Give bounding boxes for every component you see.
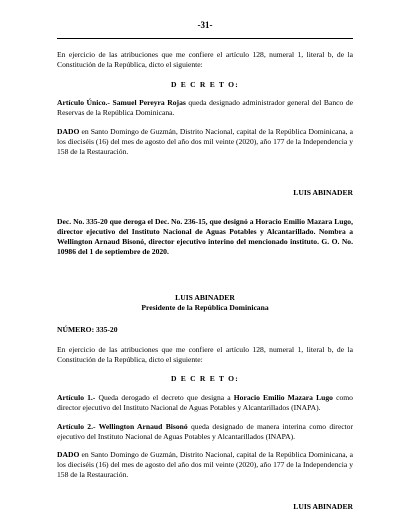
dado-2 <box>57 450 353 479</box>
article-unico-text: queda designado administrador general del Banco de Reservas de la República Dominicana. <box>57 98 354 118</box>
dado-1-text: en Santo Domingo de Guzmán, Distrito Nacional, capital de la República Dominicana, a los dieciséis (16) del mes de agosto del año dos mil veinte (2020), año 177 de la Independencia y 158 de la Restauración. <box>57 126 353 156</box>
signature-2: LUIS ABINADER <box>293 501 353 511</box>
decree-number: NÚMERO: 335-20 <box>57 324 118 334</box>
article-1-text-a: Queda derogado el decreto que designa a <box>95 393 234 403</box>
dado-1-label: DADO <box>57 126 80 136</box>
article-1-text-b: como director ejecutivo del Instituto Nacional de Aguas Potables y Alcantarillados (INAPA). <box>57 393 353 412</box>
article-unico-label: Artículo Único.- Samuel Pereyra Rojas <box>57 98 186 108</box>
dado-1 <box>57 127 353 156</box>
article-2 <box>57 422 353 442</box>
signature-1: LUIS ABINADER <box>293 188 353 198</box>
decree-heading-2: D E C R E T O: <box>171 374 239 384</box>
preamble-2: En ejercicio de las atribuciones que me confiere el artículo 128, numeral 1, literal b, de la Constitución de la República, dicto el siguiente: <box>57 344 353 364</box>
article-1-name: Horacio Emilio Mazara Lugo <box>233 393 333 403</box>
article-unico <box>57 98 353 118</box>
page-content <box>57 50 353 512</box>
article-2-text: queda designado de manera interina como director ejecutivo del Instituto Nacional de Aguas Potables y Alcantarillados (INAPA). <box>57 421 353 441</box>
article-1-label: Artículo 1.- <box>57 393 96 403</box>
preamble-1: En ejercicio de las atribuciones que me confiere el artículo 128, numeral 1, literal b, de la Constitución de la República, dicto el siguiente: <box>57 50 353 69</box>
dado-2-text: en Santo Domingo de Guzmán, Distrito Nacional, capital de la República Dominicana, a los dieciséis (16) del mes de agosto del año dos mil veinte (2020), año 177 de la Independencia y 158 de la Restauración. <box>57 450 353 479</box>
article-2-label: Artículo 2.- Wellington Arnaud Bisonó <box>57 421 188 431</box>
dado-2-label: DADO <box>57 450 80 460</box>
decree-summary: Dec. No. 335-20 que deroga el Dec. No. 236-15, que designó a Horacio Emilio Mazara Lugo, director ejecutivo del Instituto Nacional de Aguas Potables y Alcantarillado. Nombra a Wellington Arnaud Bisonó, director ejecutivo interino del mencionado instituto. G. O. No. 10986 del 1 de septiembre de 2020. <box>57 217 353 256</box>
decree-heading-1: D E C R E T O: <box>171 79 239 89</box>
article-1 <box>57 393 353 413</box>
president-name: LUIS ABINADER <box>175 293 235 303</box>
president-title: Presidente de la República Dominicana <box>141 303 269 313</box>
header-rule <box>57 38 353 39</box>
page-number: -31- <box>197 20 213 30</box>
